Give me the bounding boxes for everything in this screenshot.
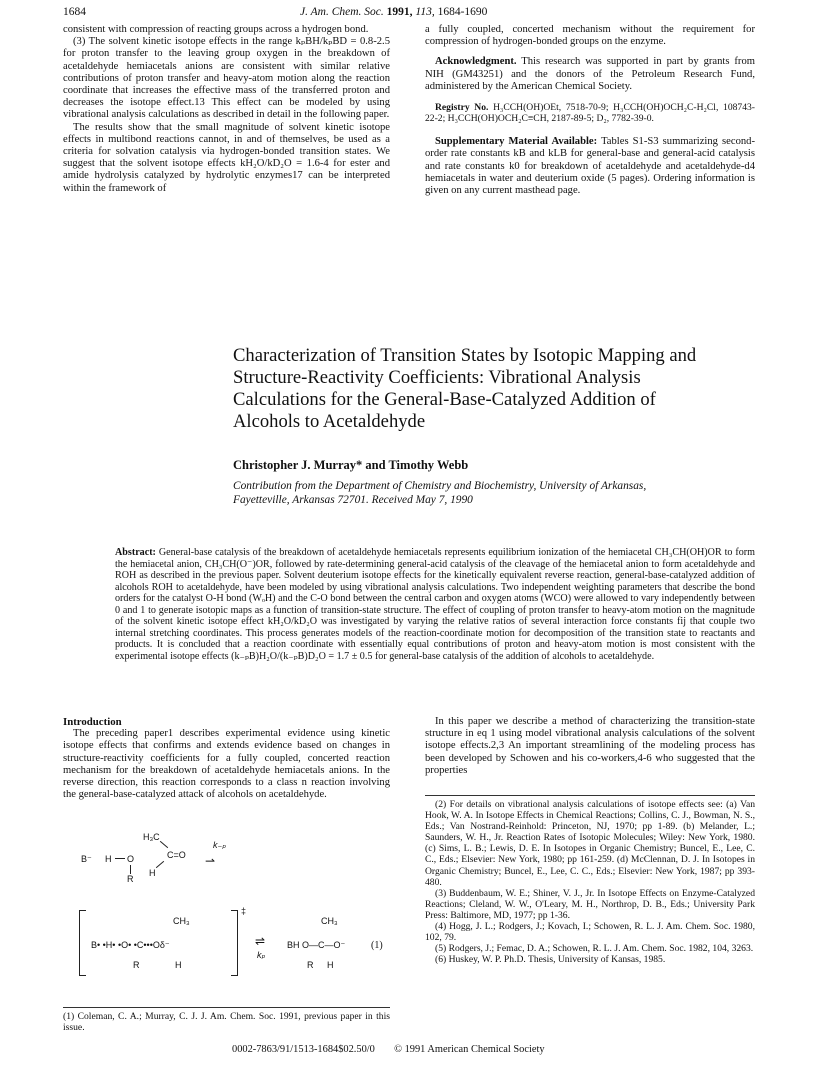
abstract-text: General-base catalysis of the breakdown of acetaldehyde hemiacetals represents equilibrium ionization of the hemiacetal CH₃CH(OH)OR to form the hemiacetal anion, CH₃CH(O⁻)OR, followed by rate-determining general-acid catalysis of the cleavage of the hemiacetal anion to form acetaldehyde and ROH as described in the previous paper. Solvent deuterium isotope effects for the kinetically equivalent reverse reaction, general-base-catalyzed addition of alcohols ROH to acetaldehyde, have been modeled by using vibrational analysis calculations. Two independent weighting parameters that describe the bond orders for the catalyst O-H bond (WₒH) and the C-O bond between the central carbon and oxygen atoms (WCO) were allowed to vary independently between 0 and 1 to generate isotopic maps as a function of transition-state structure. The effect of coupling of proton transfer to heavy-atom motion on the magnitude of the solvent kinetic isotope effect kH₂O/kD₂O was investigated by varying the relative ratios of several interaction force constants fij that couple two internal stretching coordinates. This process generates models of the reaction-coordinate motion for decomposition of the transition state to reactants and products. It is concluded that a reaction coordinate with essentially equal contributions of proton and heavy-atom motion is most consistent with the experimental isotope effects (k₋ₚB)H₂O/(k₋ₚB)D₂O = 1.7 ± 0.5 for general-base catalysis of the addition of alcohols to acetaldehyde. [115,547,755,662]
prod-h: H [327,960,334,970]
scheme-bond [130,865,131,874]
article-title [233,345,763,433]
intro-right-column [425,716,755,777]
prod-ch3: CH₃ [321,916,338,926]
ts-chain: B• •H• •O• •C•••Oδ⁻ [91,940,170,950]
title-line: Characterization of Transition States by Isotopic Mapping and [233,345,697,366]
prev-left-column [63,24,390,195]
scheme-bond [160,841,168,848]
ts-ch3: CH₃ [173,916,190,926]
prod-r: R [307,960,314,970]
footnote-2: (2) For details on vibrational analysis calculations of isotope effects see: (a) Van Hook, W. A. In Isotope Effects in Chemical Reactions; Collins, C. J., Bowman, N. S., Eds.; Van Nostrand-Reinhold: Princeton, NJ, 1970; pp 1-89. (b) Melander, L.; Saunders, W. H., Jr. Reaction Rates of Isotopic Molecules; Wiley: New York, 1980. (c) Sims, L. B.; Lewis, D. E. In Isotopes in Organic Chemistry; Buncel, E., Lee, C. C., Eds.; Elsevier: New York, 1980; pp 161-259. (d) McClennan, D. J. In Isotopes in Organic Chemistry; Buncel, E., Lee, C. C., Eds.; Elsevier: New York, 1987; pp 393-480. [425,799,755,888]
intro-left-column [63,716,390,801]
section-heading: Introduction [63,716,122,728]
ts-dagger: ‡ [241,906,247,916]
supplementary-text: Tables S1-S3 summarizing second-order rate constants kB and kLB for general-base and general-acid catalysis and rate constants k0 for breakdown of acetaldehyde and acetaldehyde-d4 hemiacetals in water and deuterium oxide (5 pages). Ordering information is given on any current masthead page. [425,136,755,197]
abstract-label: Abstract: [115,547,156,558]
scheme-k-label: k₋ₚ [213,840,227,850]
footnote-left [63,1011,390,1033]
scheme-arrow: ⇀ [205,854,216,868]
scheme-kp-label: kₚ [257,950,266,960]
scheme-base: B⁻ [81,854,92,864]
journal-pages: 1684-1690 [437,6,488,18]
registry-label: Registry No. [435,102,489,114]
footnotes-right [425,799,755,965]
scheme-h3c: H₃C [143,832,160,842]
journal-name: J. Am. Chem. Soc. [300,6,384,18]
footnote-3: (3) Buddenbaum, W. E.; Shiner, V. J., Jr. In Isotope Effects on Enzyme-Catalyzed Reactions; Cleland, W. W., O'Leary, M. H., Northrop, D. B., Eds.; University Park Press: Baltimore, MD, 1977; pp 1-36. [425,887,755,921]
scheme-h: H [105,854,112,864]
registry-numbers [425,102,755,124]
footnote-4: (4) Hogg, J. L.; Rodgers, J.; Kovach, I.; Schowen, R. L. J. Am. Chem. Soc. 1980, 102, 79. [425,921,755,944]
intro-paragraph-left: The preceding paper1 describes experimental evidence using kinetic isotope effects that confirms and extends evidence based on changes in structure-reactivity coefficients for a fully coupled, concerted reaction mechanism for the breakdown of acetaldehyde hemiacetals anions. In the reverse direction, this reaction corresponds to a class n reaction involving the general-base-catalyzed attack of alcohols on acetaldehyde. [63,728,390,801]
equation-number: (1) [371,940,383,951]
authors: Christopher J. Murray* and Timothy Webb [233,458,469,472]
scheme-bond [156,861,164,868]
ts-bracket-right [231,910,238,976]
copyright-code: 0002-7863/91/1513-1684$02.50/0 [232,1044,375,1055]
abstract [115,547,755,662]
ts-r: R [133,960,140,970]
journal-year: 1991, [386,6,413,18]
supplementary-material [425,136,755,197]
footnote-5: (5) Rodgers, J.; Femac, D. A.; Schowen, R. L. J. Am. Chem. Soc. 1982, 104, 3263. [435,943,754,955]
copyright-line [232,1044,545,1055]
intro-paragraph-right: In this paper we describe a method of characterizing the transition-state structure in eq 1 using model vibrational analysis calculations of the solvent isotope effects.2,3 An important streamlining of the modeling process has been developed by Schowen and his co-workers,4-6 who suggested that the properties [425,716,755,776]
acknowledgment-text: This research was supported in part by grants from NIH (GM43251) and the donors of the Petroleum Research Fund, administered by the American Chemical Society. [425,56,755,92]
copyright-text: © 1991 American Chemical Society [394,1044,545,1055]
prev-left-para-1: consistent with compression of reacting groups across a hydrogen bond. [63,24,369,35]
footnote-rule-right [425,795,755,796]
journal-volume: 113, [415,6,435,18]
scheme-h-small: H [149,868,156,878]
ts-bracket-left [79,910,86,976]
title-line: Alcohols to Acetaldehyde [233,411,426,432]
prev-left-para-2: (3) The solvent kinetic isotope effects in the range kₚBH/kₚBD = 0.8-2.5 for proton transfer to the leaving group oxygen in the breakdown of acetaldehyde hemiacetals anions are consistent with similar relative contributions of proton transfer and heavy-atom motion along the reaction coordinate that increases the effective mass of the transferred proton and decreases the isotope effect.13 This effect can be modeled by using vibrational analysis calculations as described in detail in the following paper. [63,36,390,121]
journal-citation [300,6,487,18]
page-number: 1684 [63,6,86,18]
affiliation-line: Contribution from the Department of Chemistry and Biochemistry, University of Arkansas, [233,480,647,492]
prev-left-para-3: The results show that the small magnitude of solvent kinetic isotope effects in multibond reactions cannot, in and of themselves, be used as a criteria for solvation catalysis via hydrogen-bonded transition states. We suggest that the solvent isotope effects kH₂O/kD₂O = 1.6-4 for ester and amide hydrolysis catalyzed by hydrolytic enzymes17 can be interpreted within the framework of [63,121,390,194]
scheme-r: R [127,874,134,884]
footnote-6: (6) Huskey, W. P. Ph.D. Thesis, University of Kansas, 1985. [435,954,666,966]
reaction-scheme [63,830,393,990]
registry-text: H₃CCH(OH)OEt, 7518-70-9; H₃CCH(OH)OCH₂C-H₂Cl, 108743-22-2; H₃CCH(OH)OCH₂C≡CH, 2187-89-5; D₂, 7782-39-0. [425,102,756,125]
affiliation-line: Fayetteville, Arkansas 72701. Received May 7, 1990 [233,494,473,506]
prev-right-column [425,24,755,197]
title-line: Structure-Reactivity Coefficients: Vibrational Analysis [233,367,641,388]
title-line: Calculations for the General-Base-Catalyzed Addition of [233,389,656,410]
scheme-bond [115,858,125,859]
ts-h: H [175,960,182,970]
acknowledgment [425,56,755,93]
footnote-1: (1) Coleman, C. A.; Murray, C. J. J. Am. Chem. Soc. 1991, previous paper in this issue. [63,1011,390,1034]
prev-right-cont: a fully coupled, concerted mechanism without the requirement for compression of hydrogen-bonded groups on the enzyme. [425,24,755,48]
scheme-arrow: ⇌ [255,934,266,948]
prod-chain: BH O—C—O⁻ [287,940,346,950]
footnote-rule-left [63,1007,390,1008]
affiliation [233,479,763,507]
scheme-carbonyl: C=O [167,850,186,860]
acknowledgment-label: Acknowledgment. [435,56,517,68]
scheme-o: O [127,854,135,864]
supplementary-label: Supplementary Material Available: [435,136,598,148]
